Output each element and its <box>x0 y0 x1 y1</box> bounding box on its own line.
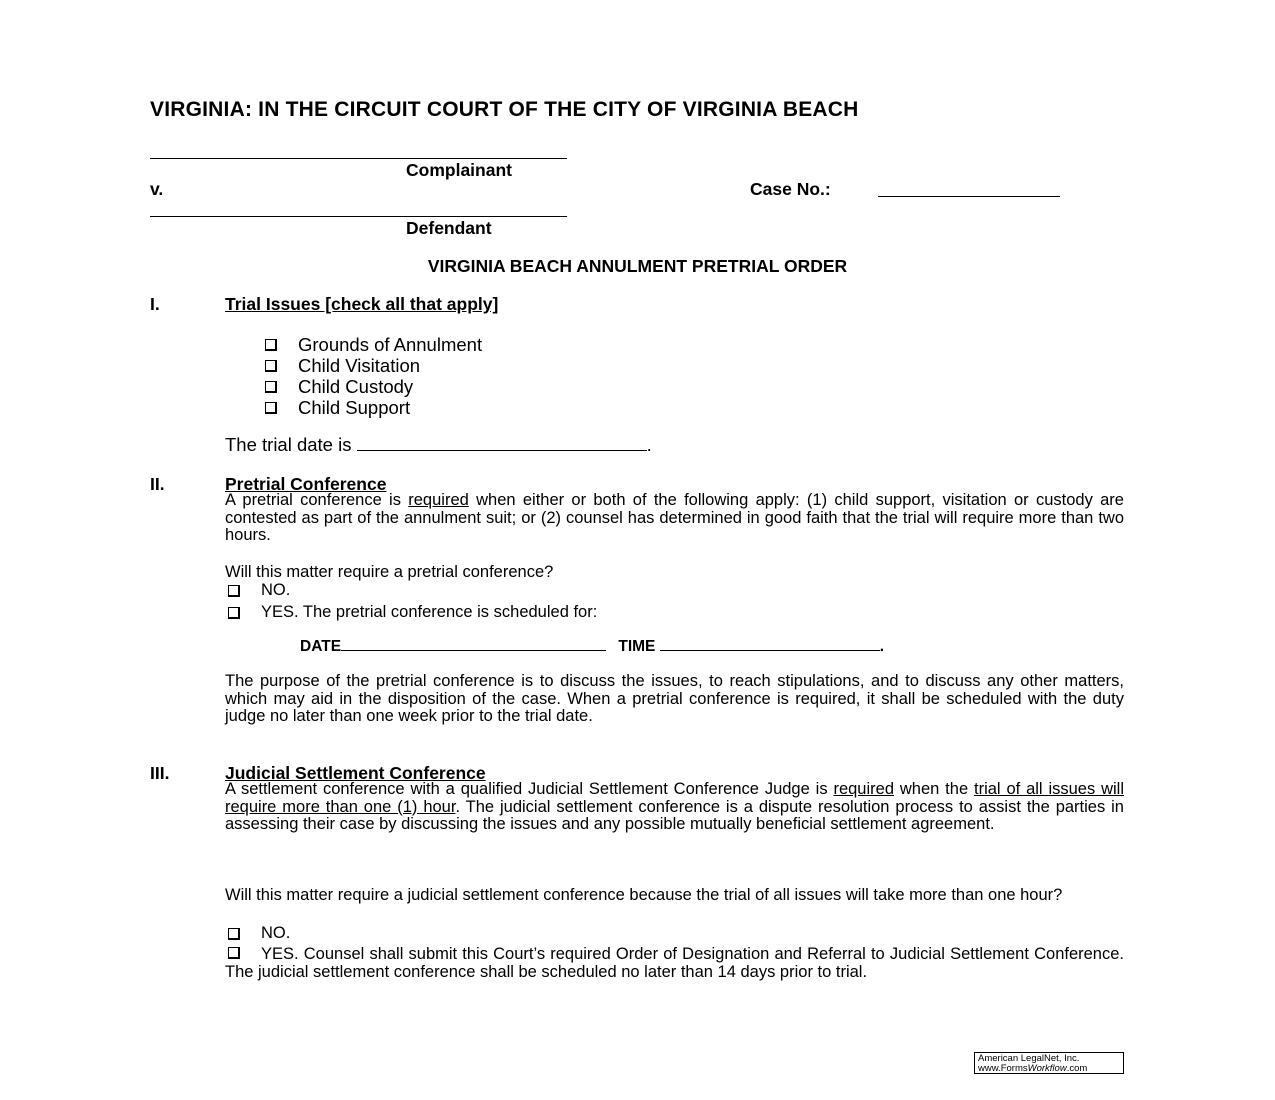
versus-label: v. <box>150 179 164 199</box>
option-child-support[interactable] <box>265 397 410 419</box>
option-label: Child Custody <box>298 376 414 397</box>
trial-date-line <box>225 434 652 456</box>
pretrial-required-text: required <box>408 491 469 509</box>
option-label: Child Visitation <box>298 355 421 376</box>
settlement-question: Will this matter require a judicial settlement conference because the trial of all issues will take more than one hour? <box>225 886 1063 904</box>
settlement-no-option[interactable] <box>228 924 290 943</box>
url-italic: Workflow <box>1027 1063 1067 1074</box>
publisher-url <box>978 1064 1120 1074</box>
trial-date-period: . <box>646 434 652 455</box>
section-3-number: III. <box>150 763 170 783</box>
court-heading: VIRGINIA: IN THE CIRCUIT COURT OF THE CITY OF VIRGINIA BEACH <box>150 98 859 121</box>
settlement-intro-b: when the <box>899 780 969 798</box>
trial-date-label: The trial date is <box>225 434 352 455</box>
defendant-label: Defendant <box>406 218 492 238</box>
checkbox-icon[interactable] <box>228 928 240 940</box>
checkbox-icon[interactable] <box>265 360 277 372</box>
checkbox-icon[interactable] <box>265 339 277 351</box>
settlement-intro-c: . The judicial settlement conference is a dispute resolution process to assist the parties in assessing their case by discussing the issues and any possible mutually beneficial settlement agreement. <box>225 797 1124 834</box>
case-no-label: Case No.: <box>750 179 831 199</box>
trial-date-field[interactable] <box>357 434 647 451</box>
section-2-heading: Pretrial Conference <box>225 474 387 494</box>
settlement-intro-paragraph <box>225 781 1124 834</box>
pretrial-yes-label: YES. The pretrial conference is scheduled for: <box>261 603 598 621</box>
defendant-name-line[interactable] <box>150 216 567 217</box>
option-label: Child Support <box>298 397 411 418</box>
checkbox-icon[interactable] <box>228 947 240 959</box>
url-prefix: www.Forms <box>978 1063 1028 1074</box>
settlement-no-label: NO. <box>261 924 291 942</box>
complainant-label: Complainant <box>406 160 512 180</box>
option-child-custody[interactable] <box>265 376 413 398</box>
complainant-name-line[interactable] <box>150 158 567 159</box>
option-grounds-of-annulment[interactable] <box>265 334 482 356</box>
section-1-number: I. <box>150 294 160 314</box>
url-suffix: .com <box>1066 1063 1088 1074</box>
section-3-heading: Judicial Settlement Conference <box>225 763 486 783</box>
settlement-yes-option[interactable] <box>225 946 1124 981</box>
settlement-intro-a: A settlement conference with a qualified Judicial Settlement Conference Judge is <box>225 780 828 798</box>
pretrial-time-field[interactable] <box>660 638 880 651</box>
pretrial-no-label: NO. <box>261 581 291 599</box>
settlement-required-text: required <box>833 780 894 798</box>
section-2-number: II. <box>150 474 165 494</box>
pretrial-question: Will this matter require a pretrial conference? <box>225 563 554 581</box>
pretrial-purpose-paragraph: The purpose of the pretrial conference is to discuss the issues, to reach stipulations, and to discuss any other matters, which may aid in the disposition of the case. When a pretrial conference is required, it shall be scheduled with the duty judge no later than one week prior to the trial date. <box>225 672 1124 726</box>
option-child-visitation[interactable] <box>265 355 420 377</box>
settlement-yes-label: YES. Counsel shall submit this Court’s required Order of Designation and Referral to Judicial Settlement Conference. The judicial settlement conference shall be scheduled no later than 14 days prior to trial. <box>225 945 1124 981</box>
case-no-field[interactable] <box>878 196 1060 197</box>
publisher-company: American LegalNet, Inc. <box>978 1053 1080 1064</box>
publisher-stamp <box>974 1052 1124 1074</box>
settlement-trial-text: trial of all issues will require more than one (1) hour <box>225 780 1124 816</box>
time-label: TIME <box>618 638 656 655</box>
pretrial-intro-a: A pretrial conference is <box>225 491 401 509</box>
time-period: . <box>879 638 885 655</box>
option-label: Grounds of Annulment <box>298 334 483 355</box>
checkbox-icon[interactable] <box>228 585 240 597</box>
pretrial-date-time-line <box>300 638 884 656</box>
pretrial-date-field[interactable] <box>341 638 606 651</box>
document-title: VIRGINIA BEACH ANNULMENT PRETRIAL ORDER <box>427 256 848 276</box>
checkbox-icon[interactable] <box>228 607 240 619</box>
checkbox-icon[interactable] <box>265 402 277 414</box>
pretrial-yes-option[interactable] <box>228 603 597 622</box>
checkbox-icon[interactable] <box>265 381 277 393</box>
pretrial-no-option[interactable] <box>228 581 290 600</box>
pretrial-intro-b: when either or both of the following apply: (1) child support, visitation or custody are contested as part of the annulment suit; or (2) counsel has determined in good faith that the trial will require more than two hours. <box>225 491 1124 545</box>
pretrial-intro-paragraph <box>225 492 1124 545</box>
section-1-heading: Trial Issues [check all that apply] <box>225 294 499 314</box>
date-label: DATE <box>300 638 342 655</box>
